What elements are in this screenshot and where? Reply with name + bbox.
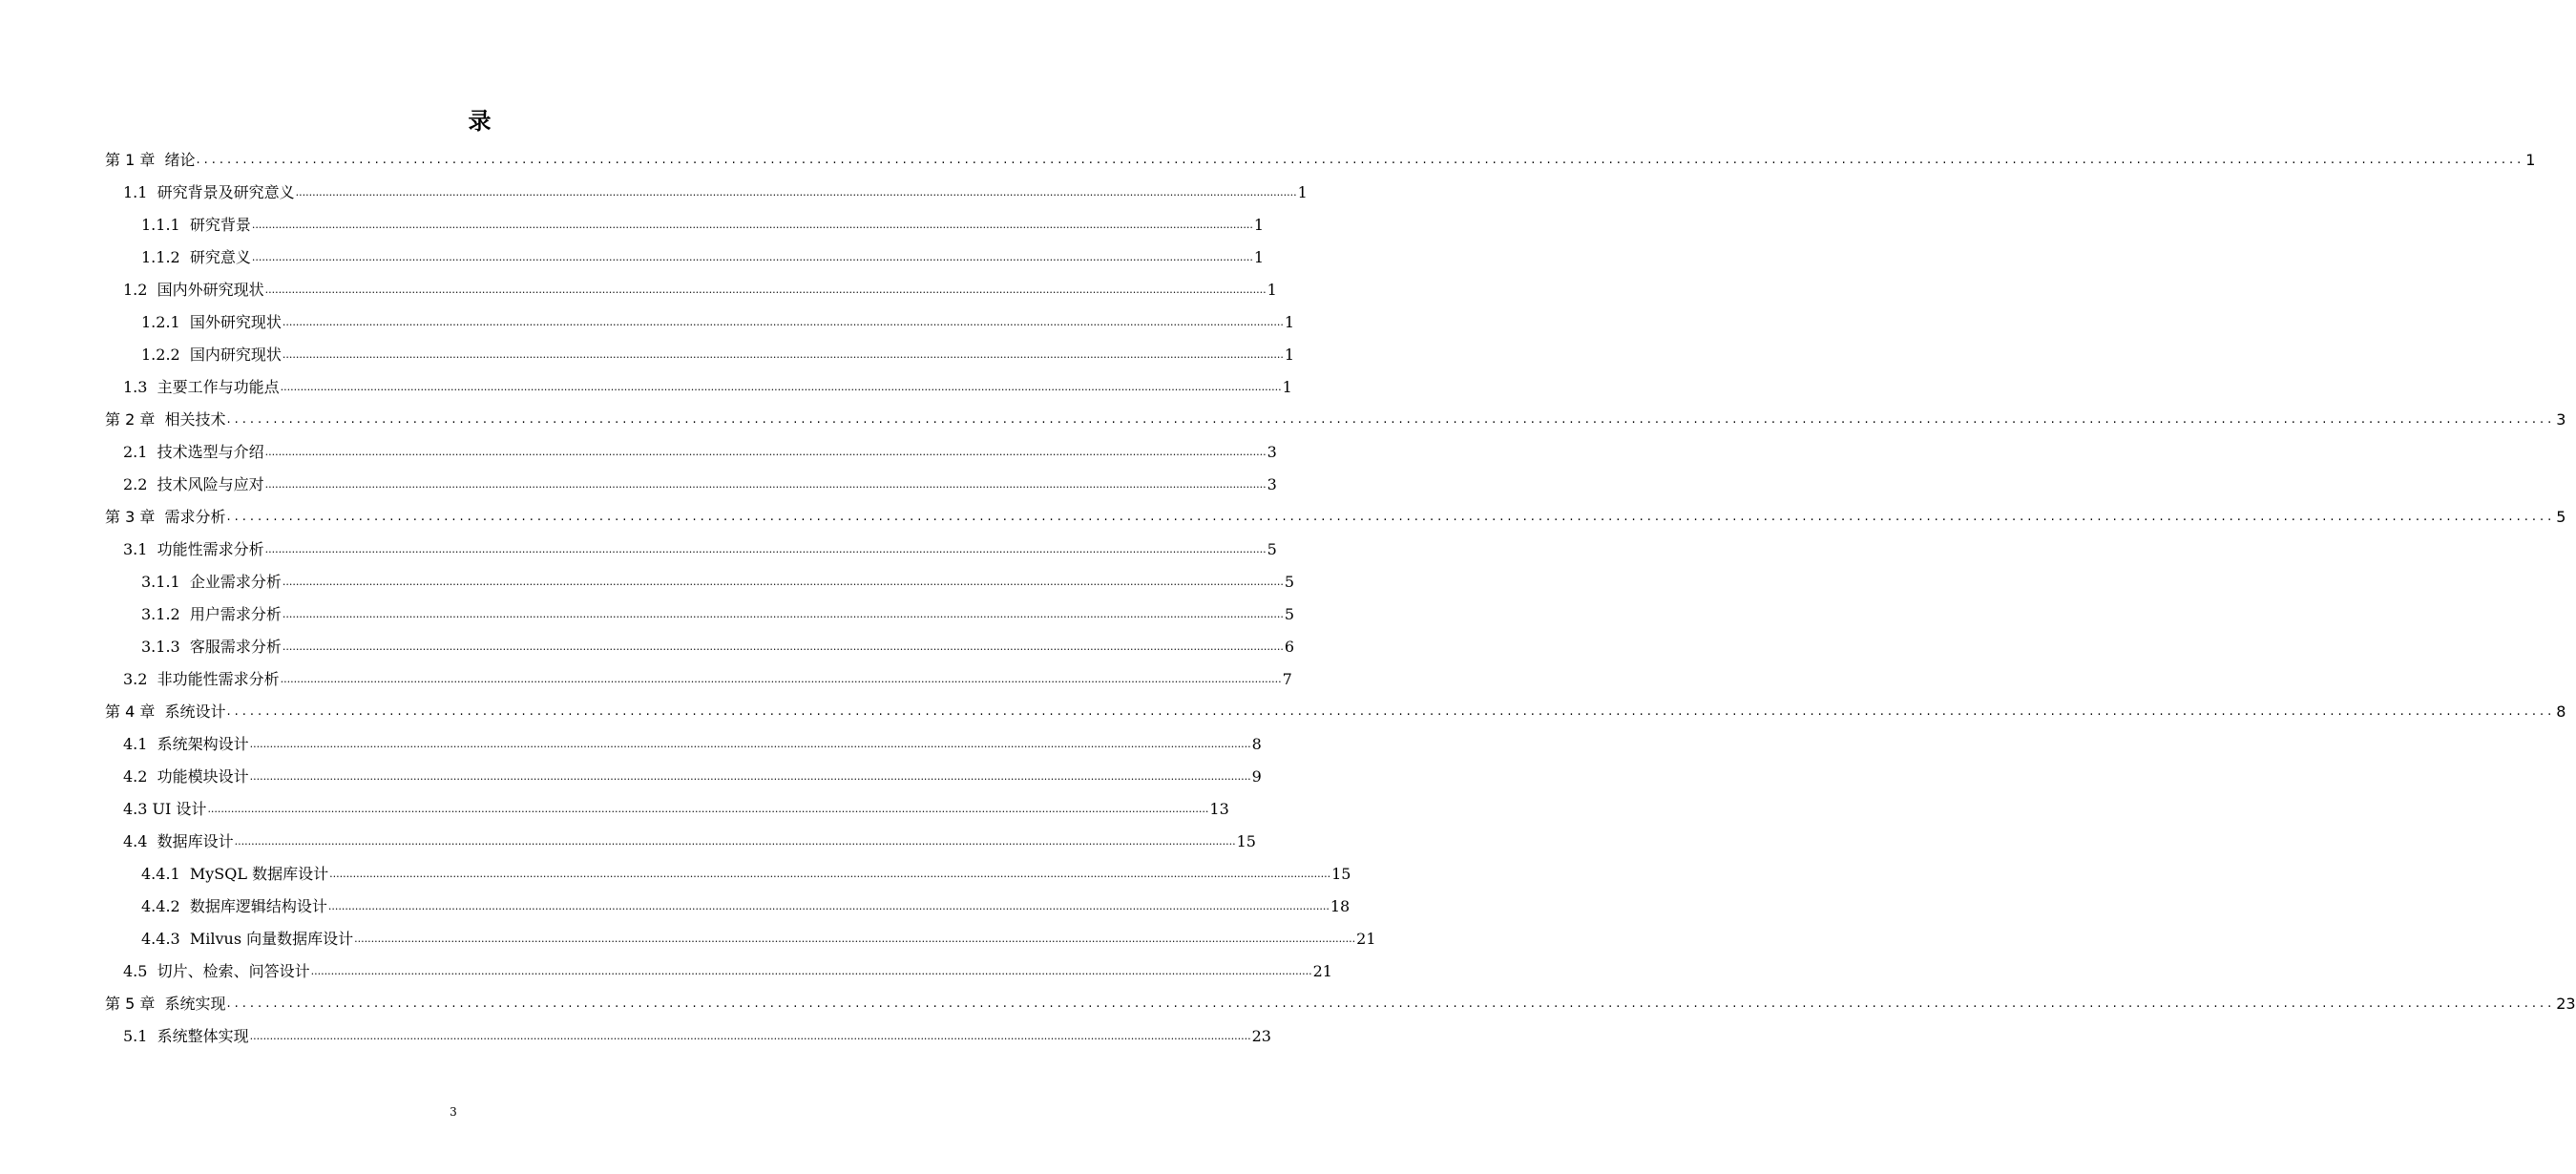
toc-entry-title: 4.1 系统架构设计 bbox=[123, 735, 249, 753]
toc-entry-page: 23 bbox=[1251, 1027, 1271, 1045]
toc-entry-page: 1 bbox=[1267, 281, 1277, 299]
toc-entry-page: 3 bbox=[1267, 443, 1277, 461]
toc-entry[interactable] bbox=[105, 533, 1277, 565]
dot-leader: ............................................................................................................................................................................................................................................................................................................ bbox=[282, 608, 1284, 620]
dot-leader: ............................................................................................................................................................................................................................................................................................................ bbox=[249, 770, 1251, 783]
dot-leader: ............................................................................................................................................................................................................................................................................................................ bbox=[310, 965, 1312, 977]
dot-leader: ............................................................................................................................................................................................................................................................................................................ bbox=[249, 1030, 1251, 1042]
dot-leader: ............................................................................................................................................................................................................................................................................................................ bbox=[280, 381, 1282, 393]
dot-leader: ............................................................................................................................................................................................................................................................................................................ bbox=[282, 576, 1284, 588]
toc-entry[interactable] bbox=[105, 954, 1332, 987]
toc-entry-title: 2.1 技术选型与介绍 bbox=[123, 443, 264, 461]
toc-entry-page: 1 bbox=[1253, 216, 1265, 234]
toc-entry[interactable] bbox=[105, 143, 2536, 176]
dot-leader: ............................................................................................................................................................................................................................................................................................................ bbox=[280, 673, 1282, 685]
dot-leader: ............................................................................................................................................................................................................................................................................................................ bbox=[282, 316, 1284, 328]
toc-entry-title: 第 1 章 绪论 bbox=[105, 151, 196, 169]
toc-entry-page: 23 bbox=[2556, 995, 2576, 1013]
dot-leader: ............................................................................................................................................................................................................................................................................................................ bbox=[251, 251, 1253, 263]
page-number: 3 bbox=[450, 1105, 457, 1119]
dot-leader: ............................................................................................................................................................................................................................................................................................................ bbox=[264, 446, 1267, 458]
toc-entry[interactable] bbox=[105, 305, 1295, 338]
toc-entry[interactable] bbox=[105, 662, 1292, 695]
toc-entry[interactable] bbox=[105, 435, 1277, 468]
toc-entry-page: 1 bbox=[1284, 313, 1295, 331]
toc-entry[interactable] bbox=[105, 792, 1229, 825]
dot-leader: ............................................................................................................................................................................................................................................................................................................ bbox=[264, 478, 1267, 491]
toc-entry-page: 1 bbox=[1284, 346, 1295, 364]
toc-entry-title: 第 2 章 相关技术 bbox=[105, 410, 226, 429]
toc-entry-title: 4.3 UI 设计 bbox=[123, 800, 207, 818]
toc-entry-title: 第 4 章 系统设计 bbox=[105, 702, 226, 721]
toc-entry[interactable] bbox=[105, 468, 1277, 500]
toc-entry-title: 4.5 切片、检索、问答设计 bbox=[123, 962, 310, 980]
toc-entry[interactable] bbox=[105, 370, 1292, 403]
toc-entry-title: 3.1.3 客服需求分析 bbox=[141, 638, 282, 656]
toc-entry-page: 7 bbox=[1282, 670, 1292, 688]
toc-entry[interactable] bbox=[105, 565, 1295, 597]
toc-entry-title: 1.3 主要工作与功能点 bbox=[123, 378, 280, 396]
toc-entry-page: 8 bbox=[1251, 735, 1262, 753]
toc-entry-page: 6 bbox=[1284, 638, 1295, 656]
toc-entry-title: 4.4.3 Milvus 向量数据库设计 bbox=[141, 930, 354, 948]
toc-entry-page: 1 bbox=[1297, 183, 1308, 201]
toc-entry[interactable] bbox=[105, 727, 1262, 760]
toc-entry[interactable] bbox=[105, 241, 1265, 273]
toc-entry[interactable] bbox=[105, 403, 2566, 435]
dot-leader: ............................................................................................................................................................................................................................................................................................................ bbox=[234, 835, 1236, 848]
toc-entry-page: 5 bbox=[1284, 605, 1295, 623]
toc-entry-title: 4.4 数据库设计 bbox=[123, 832, 234, 850]
toc-entry-title: 第 5 章 系统实现 bbox=[105, 995, 226, 1013]
toc-entry-title: 1.1.1 研究背景 bbox=[141, 216, 251, 234]
toc-entry-title: 1.2.2 国内研究现状 bbox=[141, 346, 282, 364]
toc-entry[interactable] bbox=[105, 890, 1351, 922]
toc-entry-title: 2.2 技术风险与应对 bbox=[123, 475, 264, 493]
toc-entry[interactable] bbox=[105, 500, 2566, 533]
toc-entry-page: 18 bbox=[1330, 897, 1351, 915]
dot-leader: ............................................................................................................................................................................................................................................................................................................ bbox=[282, 640, 1284, 653]
toc-entry[interactable] bbox=[105, 1019, 1271, 1052]
toc-entry-page: 3 bbox=[2556, 410, 2566, 429]
toc-entry-title: 4.4.2 数据库逻辑结构设计 bbox=[141, 897, 327, 915]
dot-leader: ............................................................................................................................................................................................................................................................................................................ bbox=[226, 412, 2556, 427]
toc-entry[interactable] bbox=[105, 208, 1265, 241]
toc-entry-title: 4.2 功能模块设计 bbox=[123, 767, 249, 786]
toc-entry-page: 5 bbox=[1267, 540, 1277, 558]
toc-entry[interactable] bbox=[105, 987, 2576, 1019]
toc-entry-page: 21 bbox=[1312, 962, 1332, 980]
toc-entry-page: 13 bbox=[1209, 800, 1229, 818]
dot-leader: ............................................................................................................................................................................................................................................................................................................ bbox=[327, 900, 1330, 912]
toc-entry-page: 21 bbox=[1356, 930, 1376, 948]
toc-entry-title: 1.1.2 研究意义 bbox=[141, 248, 251, 266]
toc-entry-title: 4.4.1 MySQL 数据库设计 bbox=[141, 865, 329, 883]
dot-leader: ............................................................................................................................................................................................................................................................................................................ bbox=[264, 283, 1267, 296]
toc-entry-page: 1 bbox=[1282, 378, 1292, 396]
dot-leader: ............................................................................................................................................................................................................................................................................................................ bbox=[226, 996, 2556, 1011]
toc-entry-title: 5.1 系统整体实现 bbox=[123, 1027, 249, 1045]
toc-entry-page: 5 bbox=[2556, 508, 2566, 526]
toc-entry-title: 3.1 功能性需求分析 bbox=[123, 540, 264, 558]
toc-entry-title: 3.1.2 用户需求分析 bbox=[141, 605, 282, 623]
dot-leader: ............................................................................................................................................................................................................................................................................................................ bbox=[226, 510, 2556, 524]
toc-entry[interactable] bbox=[105, 338, 1295, 370]
toc-entry[interactable] bbox=[105, 825, 1256, 857]
toc-entry-page: 1 bbox=[2525, 151, 2536, 169]
toc-entry[interactable] bbox=[105, 857, 1351, 890]
toc-entry-title: 1.2.1 国外研究现状 bbox=[141, 313, 282, 331]
dot-leader: ............................................................................................................................................................................................................................................................................................................ bbox=[251, 219, 1253, 231]
toc-entry-page: 3 bbox=[1267, 475, 1277, 493]
toc-entry-title: 1.1 研究背景及研究意义 bbox=[123, 183, 295, 201]
toc-entry-title: 1.2 国内外研究现状 bbox=[123, 281, 264, 299]
toc-entry-page: 5 bbox=[1284, 573, 1295, 591]
toc-entry[interactable] bbox=[105, 630, 1295, 662]
toc-entry-page: 9 bbox=[1251, 767, 1262, 786]
toc-entry-title: 第 3 章 需求分析 bbox=[105, 508, 226, 526]
toc-entry[interactable] bbox=[105, 597, 1295, 630]
dot-leader: ............................................................................................................................................................................................................................................................................................................ bbox=[196, 153, 2525, 167]
dot-leader: ............................................................................................................................................................................................................................................................................................................ bbox=[295, 186, 1297, 199]
dot-leader: ............................................................................................................................................................................................................................................................................................................ bbox=[282, 348, 1284, 361]
toc-entry-title: 3.1.1 企业需求分析 bbox=[141, 573, 282, 591]
toc-entry-page: 1 bbox=[1253, 248, 1265, 266]
toc-entry[interactable] bbox=[105, 922, 1376, 954]
toc-entry[interactable] bbox=[105, 273, 1277, 305]
table-of-contents bbox=[105, 143, 2576, 1052]
dot-leader: ............................................................................................................................................................................................................................................................................................................ bbox=[249, 738, 1251, 750]
toc-entry-page: 15 bbox=[1331, 865, 1351, 883]
toc-entry-page: 8 bbox=[2556, 702, 2566, 721]
dot-leader: ............................................................................................................................................................................................................................................................................................................ bbox=[226, 704, 2556, 719]
toc-entry[interactable] bbox=[105, 760, 1262, 792]
dot-leader: ............................................................................................................................................................................................................................................................................................................ bbox=[354, 933, 1356, 945]
dot-leader: ............................................................................................................................................................................................................................................................................................................ bbox=[329, 868, 1331, 880]
toc-entry-page: 15 bbox=[1236, 832, 1256, 850]
toc-entry-title: 3.2 非功能性需求分析 bbox=[123, 670, 280, 688]
dot-leader: ............................................................................................................................................................................................................................................................................................................ bbox=[207, 803, 1209, 815]
dot-leader: ............................................................................................................................................................................................................................................................................................................ bbox=[264, 543, 1267, 556]
toc-entry[interactable] bbox=[105, 695, 2566, 727]
toc-entry[interactable] bbox=[105, 176, 1308, 208]
toc-title: 录 bbox=[468, 108, 492, 135]
